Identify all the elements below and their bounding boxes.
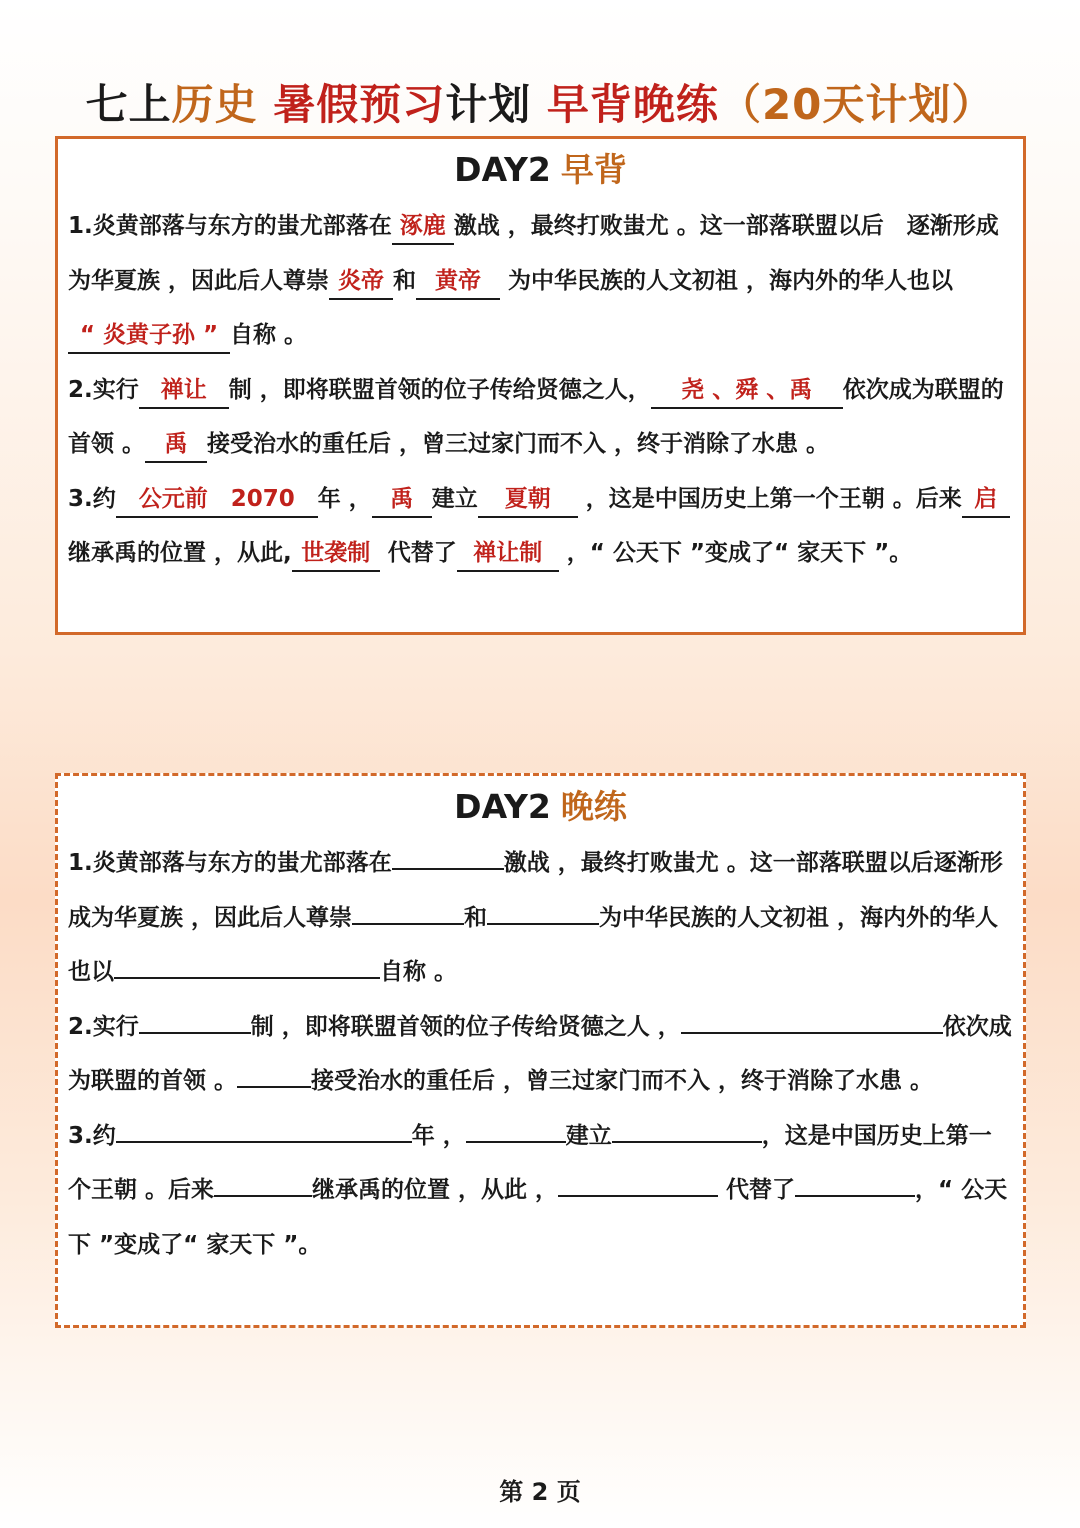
text: 继承禹的位置 ，从此, <box>68 540 292 566</box>
text: 2.实行 <box>68 1013 139 1040</box>
text: ，这是中国历史上第一个王朝 。后来 <box>577 485 962 512</box>
answer-blank[interactable] <box>237 1058 311 1088</box>
text: 制 ，即将联盟首领的位子传给贤德之人 ， <box>250 1013 681 1040</box>
text: 为中华民族的人文初祖 ，海内外的华人也以 <box>68 904 999 985</box>
answer-blank[interactable] <box>214 1167 312 1197</box>
answer-fill: 涿鹿 <box>392 209 454 245</box>
text: 为中华民族的人文初祖 ，海内外的华人也以 <box>500 267 954 294</box>
text: 和 <box>464 904 488 931</box>
text: 1.炎黄部落与东方的蚩尤部落在 <box>68 850 392 876</box>
title-plan-b: 计划 <box>445 80 532 129</box>
evening-question-2 <box>68 1000 1013 1109</box>
answer-fill: 尧 、舜 、禹 <box>651 373 843 409</box>
text: 代替了 <box>718 1177 796 1203</box>
morning-section <box>55 136 1026 635</box>
text: 建立 <box>565 1122 612 1149</box>
text: ，“ 公天下 ”变成了“ 家天下 ”。 <box>68 1177 1008 1258</box>
text: 依次成为联盟的首领 。 <box>68 1013 1012 1094</box>
answer-fill: 世袭制 <box>292 536 380 572</box>
answer-fill: 禹 <box>145 427 207 463</box>
morning-question-3 <box>68 472 1013 581</box>
text: 建立 <box>431 485 478 512</box>
answer-blank[interactable] <box>558 1167 718 1197</box>
page-title <box>0 72 1080 132</box>
evening-day: DAY2 <box>454 787 551 826</box>
text: 激战 ，最终打败蚩尤 。这一部落联盟以后 逐渐形成为华夏族 ，因此后人尊崇 <box>68 213 999 294</box>
text: 自称 。 <box>230 322 308 348</box>
answer-fill: 禅让制 <box>457 536 559 572</box>
text: 1.炎黄部落与东方的蚩尤部落在 <box>68 213 392 239</box>
answer-fill: 夏朝 <box>478 482 578 518</box>
title-grade: 七上 <box>85 80 172 129</box>
morning-header <box>68 141 1013 199</box>
answer-fill: 禅让 <box>139 373 229 409</box>
evening-section <box>55 773 1026 1328</box>
evening-header <box>68 778 1013 836</box>
answer-fill: 黄帝 <box>416 264 500 300</box>
answer-fill: 公元前 2070 <box>116 482 318 518</box>
evening-question-1 <box>68 836 1013 1000</box>
answer-blank[interactable] <box>352 895 464 925</box>
answer-fill: 禹 <box>372 482 432 518</box>
evening-question-3 <box>68 1109 1013 1273</box>
morning-label: 早背 <box>560 150 627 189</box>
title-days: （20天计划） <box>718 80 995 129</box>
text: 激战 ，最终打败蚩尤 。这一部落联盟以后逐渐形成为华夏族 ，因此后人尊崇 <box>68 850 1003 931</box>
answer-blank[interactable] <box>116 1113 412 1143</box>
text: 年 ， <box>317 485 372 512</box>
text: 接受治水的重任后 ，曾三过家门而不入 ，终于消除了水患 。 <box>311 1068 934 1094</box>
text: 和 <box>393 267 417 294</box>
title-plan-a: 暑假预习 <box>273 80 446 129</box>
text: 制 ，即将联盟首领的位子传给贤德之人， <box>228 376 651 403</box>
text: 继承禹的位置 ，从此 ， <box>312 1177 559 1203</box>
morning-day: DAY2 <box>454 150 551 189</box>
text: 代替了 <box>379 540 457 566</box>
text: 2.实行 <box>68 376 139 403</box>
morning-question-1 <box>68 199 1013 363</box>
answer-blank[interactable] <box>681 1004 943 1034</box>
title-method: 早背晚练 <box>546 80 719 129</box>
page-number: 第 2 页 <box>499 1478 581 1506</box>
text: 接受治水的重任后 ，曾三过家门而不入 ，终于消除了水患 。 <box>207 431 830 457</box>
morning-question-2 <box>68 363 1013 472</box>
answer-blank[interactable] <box>612 1113 762 1143</box>
answer-blank[interactable] <box>466 1113 566 1143</box>
text: 年 ， <box>411 1122 466 1149</box>
answer-fill: 启 <box>962 482 1010 518</box>
text: 3.约 <box>68 1122 116 1149</box>
answer-blank[interactable] <box>487 895 599 925</box>
title-subject: 历史 <box>171 80 258 129</box>
text: 依次成为联盟的首领 。 <box>68 376 1004 457</box>
text: ，“ 公天下 ”变成了“ 家天下 ”。 <box>558 540 913 566</box>
answer-blank[interactable] <box>139 1004 251 1034</box>
text: 3.约 <box>68 485 116 512</box>
text: ，这是中国历史上第一个王朝 。后来 <box>68 1122 992 1203</box>
text: 自称 。 <box>380 959 458 985</box>
answer-blank[interactable] <box>114 949 380 979</box>
answer-fill: 炎帝 <box>329 264 393 300</box>
evening-label: 晚练 <box>560 787 627 826</box>
answer-blank[interactable] <box>795 1167 915 1197</box>
answer-blank[interactable] <box>392 840 504 870</box>
answer-fill: “ 炎黄子孙 ” <box>68 318 230 354</box>
